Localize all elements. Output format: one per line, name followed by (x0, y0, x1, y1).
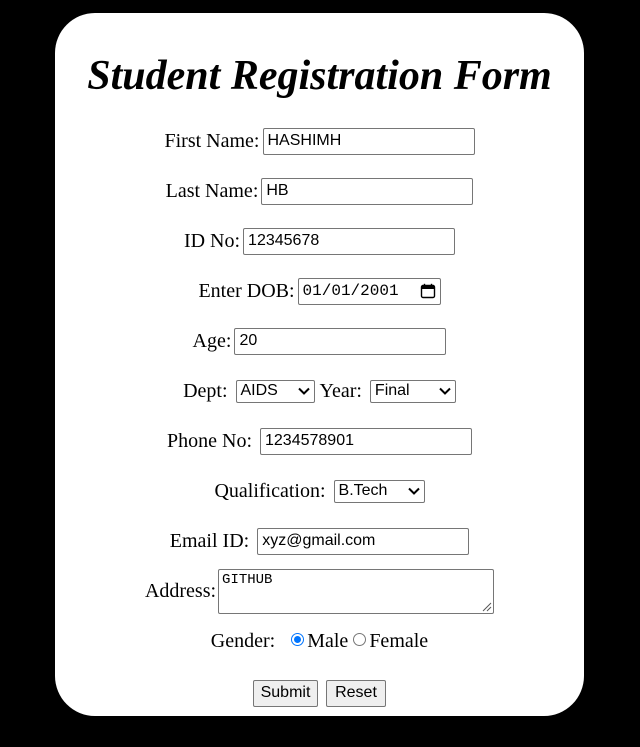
address-value: GITHUB (222, 572, 273, 588)
dob-row (55, 276, 584, 306)
dob-value: 01/01/2001 (302, 282, 399, 300)
dept-value: AIDS (240, 382, 278, 399)
qualification-select[interactable] (334, 480, 425, 503)
last-name-input[interactable]: HB (261, 178, 473, 205)
qualification-label: Qualification: (214, 479, 326, 502)
id-no-row (55, 226, 584, 256)
first-name-row (55, 126, 584, 156)
year-value: Final (374, 382, 410, 399)
year-select[interactable] (370, 380, 456, 403)
first-name-input[interactable]: HASHIMH (263, 128, 475, 155)
address-label: Address: (144, 580, 217, 602)
qualification-value: B.Tech (338, 482, 388, 499)
id-no-input[interactable]: 12345678 (243, 228, 455, 255)
chevron-down-icon (408, 486, 420, 496)
gender-label: Gender: (210, 629, 276, 652)
age-label: Age: (192, 329, 232, 352)
age-row (55, 326, 584, 356)
last-name-label: Last Name: (165, 179, 259, 202)
id-no-label: ID No: (183, 229, 241, 252)
qualification-row (55, 476, 584, 506)
gender-row (55, 626, 584, 656)
phone-label: Phone No: (167, 429, 252, 452)
email-label: Email ID: (169, 529, 250, 552)
resize-grip-icon[interactable] (481, 601, 492, 612)
reset-button[interactable]: Reset (326, 680, 386, 707)
year-label: Year: (319, 379, 362, 402)
chevron-down-icon (439, 386, 451, 396)
gender-female-radio[interactable] (353, 633, 366, 646)
dept-year-row (55, 376, 584, 406)
dept-select[interactable] (236, 380, 315, 403)
address-textarea[interactable] (218, 569, 494, 614)
last-name-row (55, 176, 584, 206)
first-name-label: First Name: (164, 129, 260, 152)
registration-card (55, 13, 584, 716)
gender-male-label[interactable]: Male (307, 629, 349, 652)
phone-input[interactable]: 1234578901 (260, 428, 472, 455)
address-row (55, 569, 584, 614)
submit-button[interactable]: Submit (253, 680, 318, 707)
phone-row (55, 426, 584, 456)
chevron-down-icon (298, 386, 310, 396)
gender-female-label[interactable]: Female (369, 629, 429, 652)
actions-row (55, 678, 584, 708)
email-input[interactable]: xyz@gmail.com (257, 528, 469, 555)
email-row (55, 526, 584, 556)
dob-label: Enter DOB: (198, 279, 295, 302)
gender-male-radio[interactable] (291, 633, 304, 646)
dob-input[interactable] (298, 278, 441, 305)
age-input[interactable]: 20 (234, 328, 446, 355)
calendar-icon[interactable] (420, 283, 436, 299)
page-title: Student Registration Form (87, 53, 552, 99)
dept-label: Dept: (183, 379, 228, 402)
